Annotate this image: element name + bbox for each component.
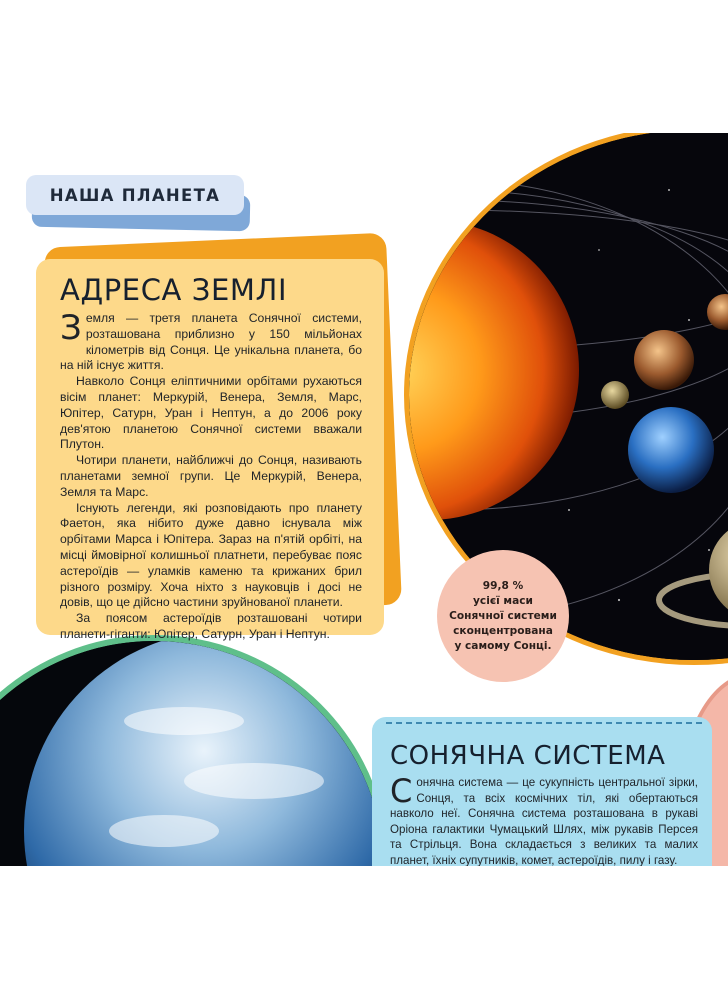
- earth-address-card: [36, 259, 384, 641]
- fact-bubble: [437, 550, 569, 682]
- dashed-divider: [386, 722, 702, 724]
- drop-cap: З: [60, 308, 82, 348]
- paragraph-5: За поясом астероїдів розташовані чотири планети-гіганти: Юпітер, Сатурн, Уран і Нептун.: [60, 611, 362, 641]
- earth-illustration: [0, 641, 384, 866]
- fact-line-5: у самому Сонці.: [454, 639, 552, 652]
- paragraph-1-text: емля — третя планета Сонячної системи, розташована приблизно у 150 мільйонах кілометрів від Сонця. Це унікальна планета, бо на ній існує життя.: [60, 311, 362, 373]
- paragraph-1: [60, 308, 362, 374]
- fact-line-1: 99,8 %: [482, 579, 524, 592]
- book-page: [0, 133, 728, 866]
- section-tag-label: НАША ПЛАНЕТА: [49, 185, 221, 205]
- solar-drop-cap: С: [390, 772, 413, 810]
- fact-line-3: Сонячної системи: [449, 609, 557, 622]
- fact-line-4: сконцентрована: [453, 624, 553, 637]
- card-title: АДРЕСА ЗЕМЛІ: [60, 273, 288, 307]
- solar-system-card: [372, 717, 712, 866]
- paragraph-3: Чотири планети, найближчі до Сонця, називають планетами земної групи. Це Меркурій, Венера, Земля та Марс.: [60, 453, 362, 499]
- earth: [628, 407, 714, 493]
- solar-paragraph: [390, 772, 698, 866]
- mercury: [601, 381, 629, 409]
- paragraph-4: Існують легенди, які розповідають про планету Фаетон, яка нібито дуже давно існувала між орбітами Марса і Юпітера. Зараз на п'ятій орбіті, на місці ймовірної колишньої платнети, перебуває пояс астероїдів — уламків каменю та крижаних брил різного розміру. Хоча ніхто з науковців і досі не довів, що це дійсно частини зруйнованої планети.: [60, 500, 362, 610]
- paragraph-2: Навколо Сонця еліптичними орбітами рухаються вісім планет: Меркурій, Венера, Земля, Марс, Юпітер, Сатурн, Уран і Нептун, а до 2006 року дев'ятою планетою Сонячної системи вважали Плутон.: [60, 374, 362, 452]
- fact-line-2: усієї маси: [473, 594, 533, 607]
- section-tag: [26, 175, 244, 215]
- solar-card-title: СОНЯЧНА СИСТЕМА: [390, 741, 666, 771]
- venus: [634, 330, 694, 390]
- solar-paragraph-text: онячна система — це сукупність центральної зірки, Сонця, та всіх космічних тіл, які обертаються навколо неї. Сонячна система розташована в рукаві Оріона галактики Чумацький Шлях, між рукавів Персея та Стрільця. Вона складається з великих та малих планет, їхніх супутників, комет, астероїдів, пилу і газу.: [390, 776, 698, 866]
- earth-image: [0, 635, 390, 866]
